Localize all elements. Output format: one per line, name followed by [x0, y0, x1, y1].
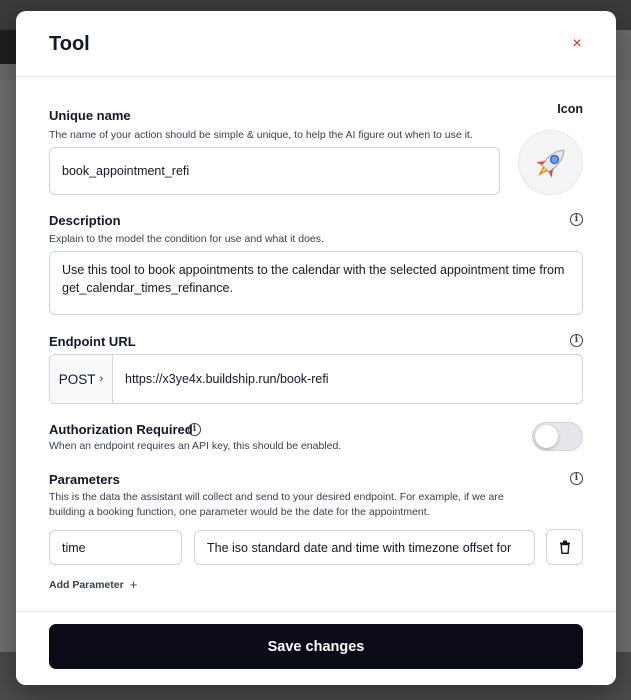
authorization-toggle[interactable] [532, 422, 583, 451]
dialog-title: Tool [49, 33, 90, 55]
chevron-right-icon: › [99, 373, 104, 385]
description-label: Description [49, 213, 121, 228]
save-changes-button[interactable]: Save changes [49, 624, 583, 669]
parameter-description-value: The iso standard date and time with timezone offset for [207, 540, 512, 555]
tool-dialog [16, 11, 616, 685]
rocket-icon[interactable] [518, 130, 583, 195]
unique-name-help: The name of your action should be simple & unique, to help the AI figure out when to use it. [49, 129, 473, 141]
endpoint-url-input[interactable]: https://x3ye4x.buildship.run/book-refi [125, 372, 329, 386]
dialog-footer [16, 611, 616, 685]
authorization-help: When an endpoint requires an API key, this should be enabled. [49, 440, 342, 452]
description-textarea[interactable] [49, 251, 583, 315]
delete-parameter-button[interactable] [546, 529, 583, 565]
toggle-knob [535, 425, 558, 448]
authorization-info-icon[interactable]: i [188, 423, 201, 436]
description-info-icon[interactable]: i [570, 213, 583, 226]
trash-icon [559, 540, 571, 554]
http-method-select[interactable] [50, 355, 113, 403]
endpoint-info-icon[interactable]: i [570, 334, 583, 347]
parameter-name-value: time [62, 540, 86, 555]
parameters-help: This is the data the assistant will collect and send to your desired endpoint. For example, if we are building a booking function, one parameter would be the date for the appointment. [49, 491, 504, 518]
unique-name-input[interactable] [49, 147, 500, 195]
description-value: Use this tool to book appointments to the calendar with the selected appointment time from get_calendar_times_refinance. [62, 263, 565, 295]
add-parameter-button[interactable] [49, 577, 137, 592]
plus-icon: + [129, 577, 138, 592]
parameters-label: Parameters [49, 472, 120, 487]
dialog-header [16, 11, 616, 77]
unique-name-value: book_appointment_refi [62, 164, 190, 178]
parameters-info-icon[interactable]: i [570, 472, 583, 485]
endpoint-field [49, 354, 583, 404]
parameter-name-input[interactable] [49, 530, 182, 565]
unique-name-label: Unique name [49, 108, 131, 123]
authorization-label: Authorization Required [49, 422, 193, 437]
add-parameter-label: Add Parameter [49, 578, 124, 591]
parameter-description-input[interactable] [194, 530, 535, 565]
description-help: Explain to the model the condition for use and what it does. [49, 233, 324, 245]
icon-label: Icon [557, 102, 583, 116]
http-method-value: POST [58, 371, 96, 387]
endpoint-label: Endpoint URL [49, 334, 136, 349]
close-icon[interactable]: × [572, 35, 582, 52]
